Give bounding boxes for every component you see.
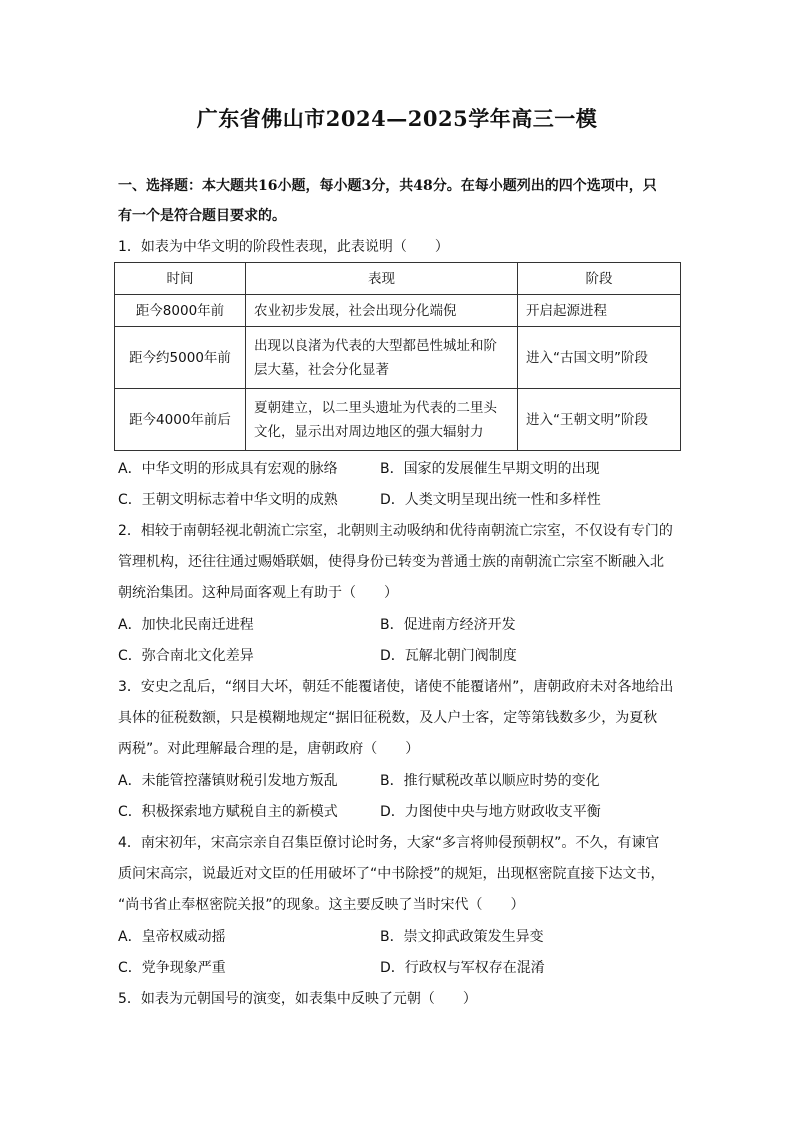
q3-stem-line1: 3．安史之乱后，“纲目大坏，朝廷不能覆诸使，诸使不能覆诸州”，唐朝政府未对各地给出 bbox=[118, 679, 674, 695]
q1-stem: 1．如表为中华文明的阶段性表现，此表说明（ ） bbox=[118, 239, 449, 255]
table-cell-desc bbox=[246, 295, 518, 327]
table-header-desc: 表现 bbox=[246, 263, 518, 295]
q1-option-c[interactable]: C．王朝文明标志着中华文明的成熟 bbox=[118, 492, 338, 508]
table-cell-desc-line: 夏朝建立，以二里头遗址为代表的二里头 bbox=[254, 399, 497, 416]
q4-stem-line2: 质问宋高宗，说最近对文臣的任用破坏了“中书除授”的规矩，出现枢密院直接下达文书， bbox=[118, 866, 665, 882]
q4-option-a[interactable]: A．皇帝权威动摇 bbox=[118, 929, 226, 945]
table-header-stage: 阶段 bbox=[518, 263, 681, 295]
q4-option-c[interactable]: C．党争现象严重 bbox=[118, 960, 226, 976]
table-cell-desc-line: 文化，显示出对周边地区的强大辐射力 bbox=[254, 423, 484, 440]
q2-option-d[interactable]: D．瓦解北朝门阀制度 bbox=[380, 648, 517, 664]
q3-option-d[interactable]: D．力图使中央与地方财政收支平衡 bbox=[380, 804, 601, 820]
table-cell-desc-line: 层大墓，社会分化显著 bbox=[254, 361, 389, 378]
q2-option-c[interactable]: C．弥合南北文化差异 bbox=[118, 648, 254, 664]
table-header-row bbox=[115, 263, 681, 295]
table-cell-desc-line: 农业初步发展，社会出现分化端倪 bbox=[254, 302, 457, 319]
table-cell-time: 距今8000年前 bbox=[115, 295, 246, 327]
q5-stem: 5．如表为元朝国号的演变，如表集中反映了元朝（ ） bbox=[118, 991, 477, 1007]
table-cell-time: 距今约5000年前 bbox=[115, 327, 246, 389]
table-cell-desc bbox=[246, 327, 518, 389]
q3-stem-line3: 两税”。对此理解最合理的是，唐朝政府（ ） bbox=[118, 741, 420, 757]
q3-option-a[interactable]: A．未能管控藩镇财税引发地方叛乱 bbox=[118, 773, 338, 789]
q1-option-a[interactable]: A．中华文明的形成具有宏观的脉络 bbox=[118, 461, 338, 477]
q4-option-d[interactable]: D．行政权与军权存在混淆 bbox=[380, 960, 545, 976]
q3-stem-line2: 具体的征税数额，只是模糊地规定“据旧征税数，及人户士客，定等第钱数多少，为夏秋 bbox=[118, 710, 658, 726]
q2-stem-line1: 2．相较于南朝轻视北朝流亡宗室，北朝则主动吸纳和优待南朝流亡宗室，不仅设有专门的 bbox=[118, 523, 673, 539]
page-title: 广东省佛山市2024—2025学年高三一模 bbox=[196, 106, 598, 131]
q1-option-d[interactable]: D．人类文明呈现出统一性和多样性 bbox=[380, 492, 601, 508]
table-cell-stage: 进入“古国文明”阶段 bbox=[518, 327, 681, 389]
table-row bbox=[115, 327, 681, 389]
q2-stem-line3: 朝统治集团。这种局面客观上有助于（ ） bbox=[118, 585, 398, 601]
section-instructions-line1: 一、选择题：本大题共16小题，每小题3分，共48分。在每小题列出的四个选项中，只 bbox=[118, 178, 657, 194]
q3-option-b[interactable]: B．推行赋税改革以顺应时势的变化 bbox=[380, 773, 600, 789]
q4-stem-line1: 4．南宋初年，宋高宗亲自召集臣僚讨论时务，大家“多言将帅侵预朝权”。不久，有谏官 bbox=[118, 835, 660, 851]
table-row bbox=[115, 295, 681, 327]
table-cell-desc bbox=[246, 389, 518, 451]
q1-table bbox=[114, 262, 681, 451]
table-cell-stage: 开启起源进程 bbox=[518, 295, 681, 327]
table-cell-stage: 进入“王朝文明”阶段 bbox=[518, 389, 681, 451]
q4-option-b[interactable]: B．崇文抑武政策发生异变 bbox=[380, 929, 544, 945]
q3-option-c[interactable]: C．积极探索地方赋税自主的新模式 bbox=[118, 804, 338, 820]
table-cell-desc-line: 出现以良渚为代表的大型都邑性城址和阶 bbox=[254, 337, 497, 354]
table-cell-time: 距今4000年前后 bbox=[115, 389, 246, 451]
q4-stem-line3: “尚书省止奉枢密院关报”的现象。这主要反映了当时宋代（ ） bbox=[118, 897, 525, 913]
q2-option-b[interactable]: B．促进南方经济开发 bbox=[380, 617, 516, 633]
q2-stem-line2: 管理机构，还往往通过赐婚联姻，使得身份已转变为普通士族的南朝流亡宗室不断融入北 bbox=[118, 554, 664, 570]
q2-option-a[interactable]: A．加快北民南迁进程 bbox=[118, 617, 254, 633]
section-instructions-line2: 有一个是符合题目要求的。 bbox=[118, 208, 286, 224]
q1-option-b[interactable]: B．国家的发展催生早期文明的出现 bbox=[380, 461, 600, 477]
table-header-time: 时间 bbox=[115, 263, 246, 295]
table-row bbox=[115, 389, 681, 451]
